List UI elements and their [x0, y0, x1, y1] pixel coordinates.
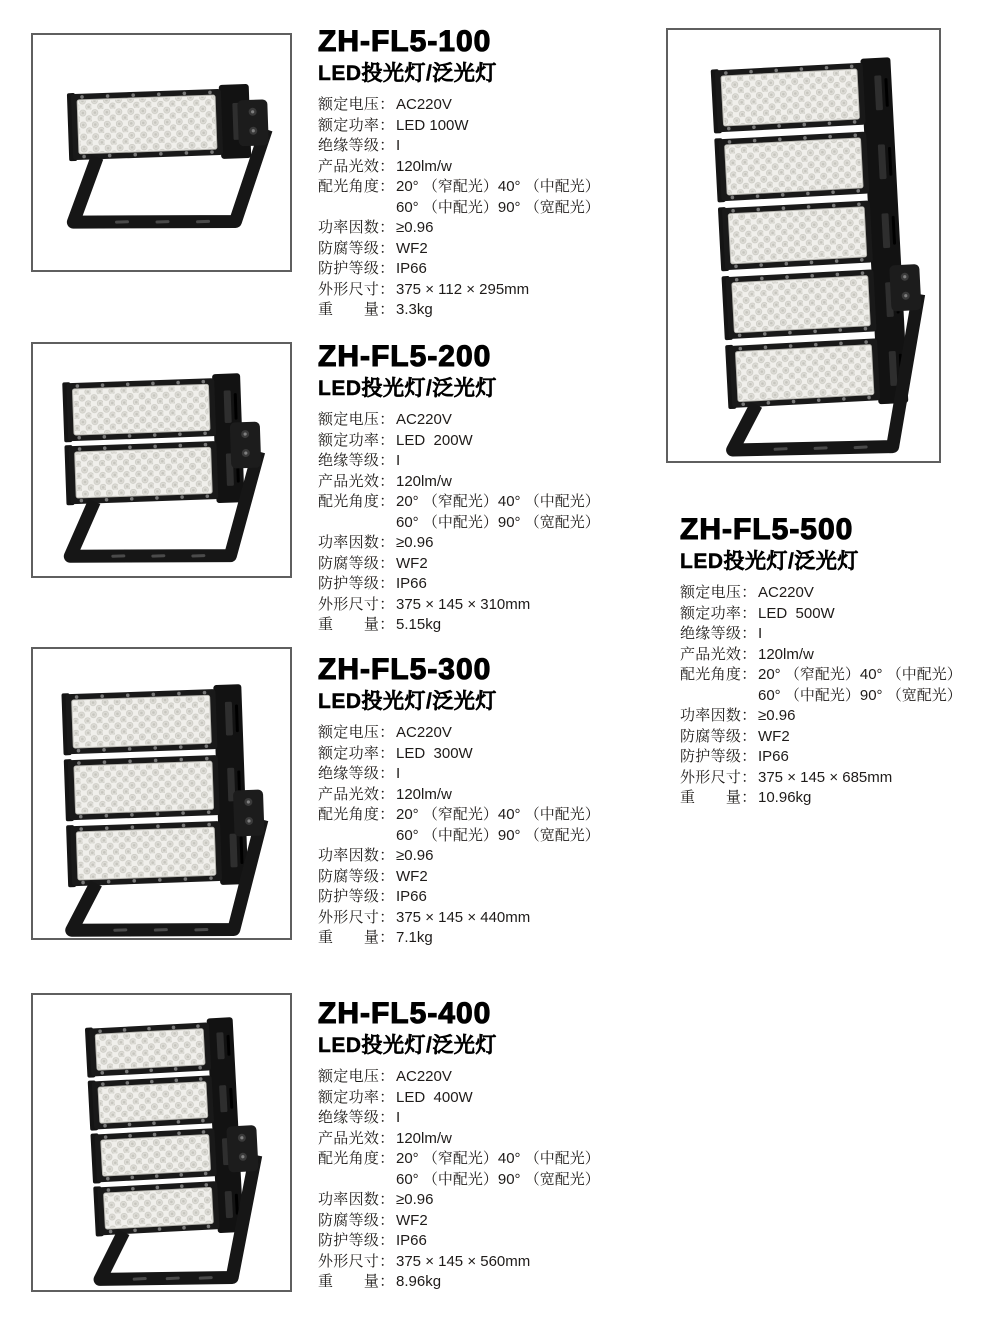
- spec-list: [680, 583, 992, 809]
- spec-label: 绝缘等级：: [318, 452, 395, 469]
- spec-row: [680, 645, 992, 666]
- spec-value: IP66: [396, 888, 427, 905]
- spec-row-continued: [680, 686, 992, 707]
- spec-label: 额定功率：: [318, 116, 395, 134]
- spec-value: WF2: [396, 239, 428, 257]
- spec-value: LED 300W: [396, 744, 473, 762]
- spec-label: 额定功率：: [680, 604, 757, 622]
- spec-row: [318, 177, 648, 198]
- spec-label-spacer: [680, 686, 758, 707]
- product-model: ZH-FL5-400: [318, 997, 492, 1030]
- product-model: ZH-FL5-100: [318, 25, 492, 58]
- spec-row: [318, 431, 648, 452]
- product-photo-frame: [31, 33, 292, 272]
- spec-value: IP66: [396, 260, 427, 277]
- spec-value: 20° （窄配光）40° （中配光）: [396, 1150, 600, 1167]
- spec-label: 外形尺寸：: [318, 595, 395, 613]
- spec-value: WF2: [396, 554, 428, 572]
- spec-value: AC220V: [396, 411, 452, 428]
- spec-label: 配光角度：: [318, 493, 395, 510]
- spec-row: [318, 1272, 648, 1293]
- spec-value: 60° （中配光）90° （宽配光）: [758, 686, 962, 704]
- spec-row: [318, 615, 648, 636]
- spec-row: [318, 410, 648, 431]
- spec-value: IP66: [396, 575, 427, 592]
- spec-value: 60° （中配光）90° （宽配光）: [396, 513, 600, 531]
- spec-row: [318, 472, 648, 493]
- spec-value: AC220V: [758, 584, 814, 601]
- spec-row: [318, 1231, 648, 1252]
- spec-label: 防护等级：: [318, 575, 395, 592]
- spec-label: 防腐等级：: [318, 867, 395, 885]
- spec-row: [318, 1190, 648, 1211]
- spec-row: [318, 451, 648, 472]
- spec-value: 375 × 145 × 440mm: [396, 908, 531, 926]
- spec-value: 120lm/w: [396, 157, 452, 175]
- product-info: [318, 26, 648, 321]
- spec-row: [680, 747, 992, 768]
- spec-row-continued: [318, 513, 648, 534]
- spec-value: IP66: [396, 1232, 427, 1249]
- spec-value: 375 × 112 × 295mm: [396, 280, 530, 298]
- spec-row: [318, 1108, 648, 1129]
- spec-value: WF2: [396, 867, 428, 885]
- product-subtitle: LED投光灯/泛光灯: [318, 377, 497, 400]
- spec-row-continued: [318, 1170, 648, 1191]
- spec-row: [318, 1149, 648, 1170]
- spec-list: [318, 723, 648, 949]
- spec-row: [318, 1067, 648, 1088]
- spec-value: 375 × 145 × 685mm: [758, 768, 893, 786]
- spec-label: 额定电压：: [318, 724, 395, 741]
- spec-row: [680, 665, 992, 686]
- spec-label: 重 量：: [680, 789, 757, 806]
- led-floodlight-photo: [33, 649, 290, 938]
- spec-value: ≥0.96: [396, 219, 434, 236]
- spec-label: 外形尺寸：: [680, 768, 757, 786]
- spec-value: 20° （窄配光）40° （中配光）: [758, 666, 962, 683]
- spec-value: 8.96kg: [396, 1273, 442, 1290]
- spec-value: I: [396, 765, 401, 782]
- spec-row: [318, 805, 648, 826]
- spec-label: 额定功率：: [318, 1088, 395, 1106]
- spec-list: [318, 410, 648, 636]
- spec-value: I: [396, 452, 401, 469]
- spec-label: 外形尺寸：: [318, 1252, 395, 1270]
- spec-label-spacer: [318, 826, 396, 847]
- spec-label: 防护等级：: [318, 260, 395, 277]
- spec-label: 绝缘等级：: [680, 625, 757, 642]
- spec-row: [680, 788, 992, 809]
- spec-value: AC220V: [396, 1068, 452, 1085]
- spec-row: [318, 1129, 648, 1150]
- spec-row: [680, 706, 992, 727]
- spec-value: 120lm/w: [396, 785, 452, 803]
- spec-value: 20° （窄配光）40° （中配光）: [396, 178, 600, 195]
- spec-label-spacer: [318, 198, 396, 219]
- spec-label: 额定电压：: [318, 411, 395, 428]
- spec-label: 重 量：: [318, 929, 395, 946]
- spec-label: 产品光效：: [318, 785, 395, 803]
- spec-row: [318, 116, 648, 137]
- spec-label: 绝缘等级：: [318, 1109, 395, 1126]
- spec-value: 60° （中配光）90° （宽配光）: [396, 198, 600, 216]
- product-model: ZH-FL5-500: [680, 513, 854, 546]
- spec-row: [318, 218, 648, 239]
- spec-value: AC220V: [396, 724, 452, 741]
- spec-row: [318, 280, 648, 301]
- spec-label: 绝缘等级：: [318, 765, 395, 782]
- spec-label: 产品光效：: [680, 645, 757, 663]
- led-floodlight-photo: [33, 344, 290, 576]
- spec-label-spacer: [318, 513, 396, 534]
- product-subtitle: LED投光灯/泛光灯: [318, 62, 497, 85]
- spec-label: 功率因数：: [318, 219, 395, 236]
- spec-label: 功率因数：: [318, 1191, 395, 1208]
- spec-row: [318, 259, 648, 280]
- led-floodlight-photo: [33, 35, 290, 270]
- spec-label: 防护等级：: [318, 888, 395, 905]
- spec-label: 防腐等级：: [318, 239, 395, 257]
- spec-value: LED 400W: [396, 1088, 473, 1106]
- spec-label: 额定功率：: [318, 744, 395, 762]
- spec-row: [318, 846, 648, 867]
- product-photo-frame: [31, 342, 292, 578]
- spec-label: 产品光效：: [318, 472, 395, 490]
- spec-value: I: [396, 137, 401, 154]
- spec-label: 防腐等级：: [680, 727, 757, 745]
- spec-label: 额定电压：: [318, 1068, 395, 1085]
- spec-row: [318, 1211, 648, 1232]
- spec-value: 20° （窄配光）40° （中配光）: [396, 493, 600, 510]
- spec-value: WF2: [758, 727, 790, 745]
- product-model: ZH-FL5-200: [318, 340, 492, 373]
- spec-row: [318, 554, 648, 575]
- product-info: [680, 514, 992, 809]
- spec-label: 功率因数：: [318, 847, 395, 864]
- spec-label: 额定功率：: [318, 431, 395, 449]
- product-subtitle: LED投光灯/泛光灯: [318, 690, 497, 713]
- spec-value: ≥0.96: [396, 847, 434, 864]
- spec-row: [680, 624, 992, 645]
- spec-value: 375 × 145 × 560mm: [396, 1252, 531, 1270]
- spec-row: [318, 887, 648, 908]
- spec-row: [318, 744, 648, 765]
- product-info: [318, 341, 648, 636]
- spec-value: 60° （中配光）90° （宽配光）: [396, 826, 600, 844]
- product-model: ZH-FL5-300: [318, 653, 492, 686]
- product-photo-frame: [31, 993, 292, 1292]
- spec-label: 重 量：: [318, 301, 395, 318]
- spec-value: 20° （窄配光）40° （中配光）: [396, 806, 600, 823]
- spec-label: 防护等级：: [680, 748, 757, 765]
- spec-row: [318, 157, 648, 178]
- spec-label: 功率因数：: [318, 534, 395, 551]
- spec-row: [318, 533, 648, 554]
- spec-label: 额定电压：: [680, 584, 757, 601]
- spec-value: 375 × 145 × 310mm: [396, 595, 531, 613]
- spec-row: [318, 95, 648, 116]
- spec-row: [318, 785, 648, 806]
- spec-row-continued: [318, 198, 648, 219]
- spec-label: 额定电压：: [318, 96, 395, 113]
- spec-label: 功率因数：: [680, 707, 757, 724]
- spec-row: [318, 867, 648, 888]
- spec-row: [318, 574, 648, 595]
- spec-value: WF2: [396, 1211, 428, 1229]
- spec-value: 60° （中配光）90° （宽配光）: [396, 1170, 600, 1188]
- spec-value: 7.1kg: [396, 929, 433, 946]
- product-photo-frame: [666, 28, 941, 463]
- spec-value: 5.15kg: [396, 616, 442, 633]
- spec-value: IP66: [758, 748, 789, 765]
- spec-row: [318, 764, 648, 785]
- spec-row: [680, 604, 992, 625]
- spec-label: 配光角度：: [318, 806, 395, 823]
- led-floodlight-photo: [668, 30, 939, 461]
- spec-label: 防护等级：: [318, 1232, 395, 1249]
- spec-row: [680, 768, 992, 789]
- spec-label: 配光角度：: [318, 1150, 395, 1167]
- spec-value: 120lm/w: [396, 1129, 452, 1147]
- led-floodlight-photo: [33, 995, 290, 1290]
- spec-row: [318, 1252, 648, 1273]
- spec-row: [318, 928, 648, 949]
- spec-row: [318, 300, 648, 321]
- spec-value: 10.96kg: [758, 789, 812, 806]
- spec-label: 配光角度：: [318, 178, 395, 195]
- spec-label: 重 量：: [318, 616, 395, 633]
- spec-row: [318, 136, 648, 157]
- spec-value: I: [396, 1109, 401, 1126]
- spec-value: LED 200W: [396, 431, 473, 449]
- spec-value: LED 500W: [758, 604, 835, 622]
- spec-label: 绝缘等级：: [318, 137, 395, 154]
- spec-value: I: [758, 625, 763, 642]
- spec-row: [318, 595, 648, 616]
- product-photo-frame: [31, 647, 292, 940]
- spec-row: [318, 492, 648, 513]
- product-subtitle: LED投光灯/泛光灯: [318, 1034, 497, 1057]
- product-info: [318, 654, 648, 949]
- spec-label: 产品光效：: [318, 157, 395, 175]
- spec-label: 防腐等级：: [318, 554, 395, 572]
- spec-row: [318, 239, 648, 260]
- spec-row: [318, 908, 648, 929]
- spec-label: 产品光效：: [318, 1129, 395, 1147]
- product-subtitle: LED投光灯/泛光灯: [680, 550, 859, 573]
- spec-row: [318, 1088, 648, 1109]
- spec-list: [318, 1067, 648, 1293]
- spec-value: ≥0.96: [758, 707, 796, 724]
- spec-label: 外形尺寸：: [318, 280, 395, 298]
- spec-row: [318, 723, 648, 744]
- spec-value: LED 100W: [396, 116, 469, 134]
- spec-label: 外形尺寸：: [318, 908, 395, 926]
- spec-value: 120lm/w: [758, 645, 814, 663]
- spec-value: ≥0.96: [396, 1191, 434, 1208]
- spec-label: 防腐等级：: [318, 1211, 395, 1229]
- spec-value: 120lm/w: [396, 472, 452, 490]
- spec-row: [680, 727, 992, 748]
- spec-label: 配光角度：: [680, 666, 757, 683]
- spec-label-spacer: [318, 1170, 396, 1191]
- spec-value: ≥0.96: [396, 534, 434, 551]
- spec-row-continued: [318, 826, 648, 847]
- spec-value: 3.3kg: [396, 301, 433, 318]
- spec-label: 重 量：: [318, 1273, 395, 1290]
- spec-row: [680, 583, 992, 604]
- spec-value: AC220V: [396, 96, 452, 113]
- spec-list: [318, 95, 648, 321]
- product-info: [318, 998, 648, 1293]
